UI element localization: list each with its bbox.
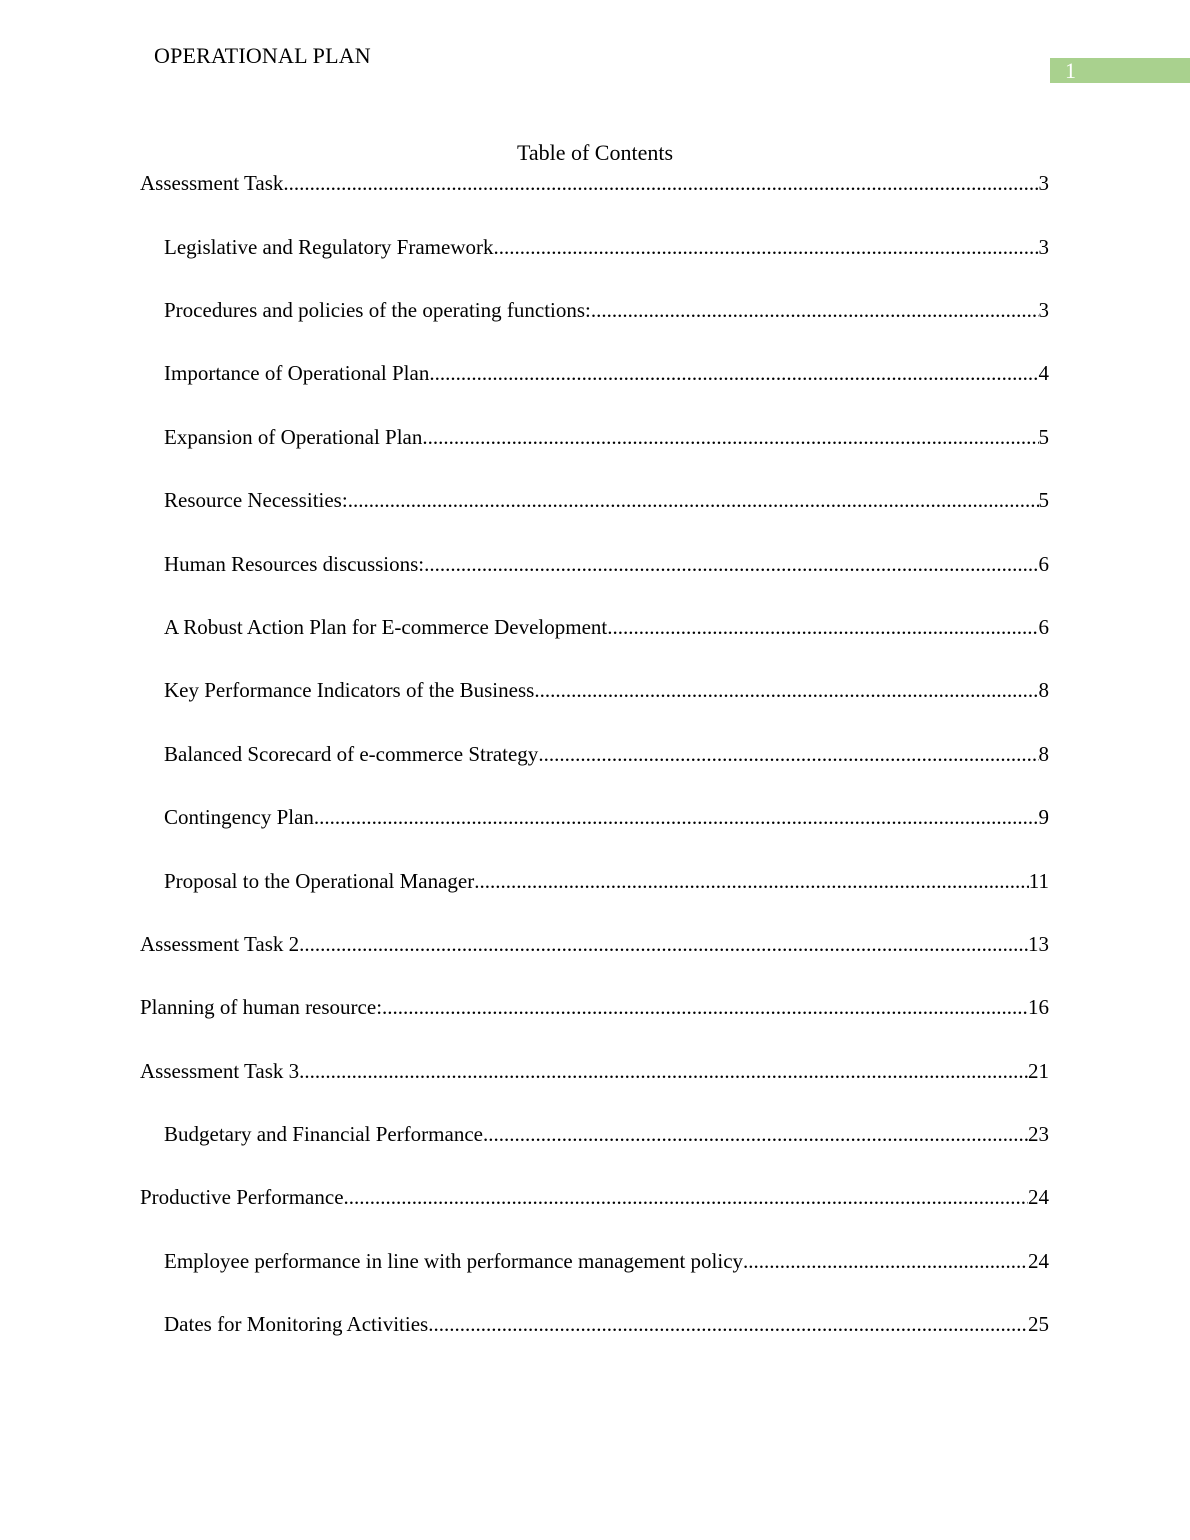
toc-entry[interactable] <box>140 931 1049 957</box>
toc-dot-leader <box>743 1248 1028 1274</box>
toc-entry-label: Balanced Scorecard of e-commerce Strategy <box>164 742 539 766</box>
toc-entry-page: 23 <box>1028 1122 1049 1146</box>
toc-entry[interactable] <box>164 551 1049 577</box>
toc-entry[interactable] <box>164 1311 1049 1337</box>
toc-entry[interactable] <box>164 360 1049 386</box>
toc-entry-label: Procedures and policies of the operating functions: <box>164 298 591 322</box>
toc-dot-leader <box>283 170 1038 196</box>
toc-entry-page: 6 <box>1038 615 1049 639</box>
toc-entry-page: 11 <box>1028 869 1049 893</box>
toc-dot-leader <box>607 614 1038 640</box>
toc-entry[interactable] <box>164 804 1049 830</box>
toc-entry-page: 24 <box>1028 1249 1049 1273</box>
toc-entry[interactable] <box>164 1248 1049 1274</box>
toc-entry[interactable] <box>164 1121 1049 1147</box>
toc-dot-leader <box>344 1184 1028 1210</box>
toc-entry-page: 24 <box>1028 1185 1049 1209</box>
toc-entry-page: 8 <box>1038 742 1049 766</box>
toc-entry-label: Contingency Plan <box>164 805 314 829</box>
toc-dot-leader <box>494 234 1039 260</box>
toc-entry[interactable] <box>164 297 1049 323</box>
toc-entry-page: 25 <box>1028 1312 1049 1336</box>
running-head: OPERATIONAL PLAN <box>154 43 371 68</box>
toc-dot-leader <box>538 741 1038 767</box>
toc-entry-label: Productive Performance <box>140 1185 344 1209</box>
toc-dot-leader <box>348 487 1039 513</box>
toc-entry[interactable] <box>164 868 1049 894</box>
toc-title: Table of Contents <box>516 140 674 165</box>
toc-entry[interactable] <box>164 614 1049 640</box>
toc-entry-page: 5 <box>1038 425 1049 449</box>
toc-dot-leader <box>424 551 1038 577</box>
toc-entry-label: Planning of human resource: <box>140 995 383 1019</box>
toc-entry[interactable] <box>140 170 1049 196</box>
toc-entry-page: 8 <box>1038 678 1049 702</box>
toc-entry-label: A Robust Action Plan for E-commerce Development <box>164 615 608 639</box>
toc-dot-leader <box>299 931 1028 957</box>
toc-dot-leader <box>422 424 1038 450</box>
toc-entry-page: 3 <box>1038 298 1049 322</box>
toc-entry-page: 9 <box>1038 805 1049 829</box>
toc-entry[interactable] <box>140 1184 1049 1210</box>
toc-entry[interactable] <box>164 741 1049 767</box>
toc-dot-leader <box>299 1058 1028 1084</box>
toc-entry[interactable] <box>140 1058 1049 1084</box>
page-number: 1 <box>1065 58 1076 83</box>
toc-entry[interactable] <box>164 424 1049 450</box>
toc-entry-label: Assessment Task 3 <box>140 1059 300 1083</box>
toc-entry-label: Expansion of Operational Plan <box>164 425 423 449</box>
toc-entry-page: 21 <box>1028 1059 1049 1083</box>
toc-entry-page: 5 <box>1038 488 1049 512</box>
toc-entry-label: Importance of Operational Plan <box>164 361 430 385</box>
toc-entry[interactable] <box>164 677 1049 703</box>
toc-dot-leader <box>534 677 1038 703</box>
toc-entry[interactable] <box>164 487 1049 513</box>
toc-entry-label: Human Resources discussions: <box>164 552 425 576</box>
toc-dot-leader <box>429 360 1038 386</box>
toc-entry-label: Key Performance Indicators of the Business <box>164 678 535 702</box>
toc-dot-leader <box>314 804 1039 830</box>
toc-dot-leader <box>483 1121 1028 1147</box>
toc-entry[interactable] <box>164 234 1049 260</box>
toc-entry-page: 16 <box>1028 995 1049 1019</box>
toc-dot-leader <box>382 994 1028 1020</box>
toc-entry-page: 4 <box>1038 361 1049 385</box>
toc-entry-label: Legislative and Regulatory Framework <box>164 235 494 259</box>
toc-entry-label: Dates for Monitoring Activities <box>164 1312 429 1336</box>
toc-dot-leader <box>428 1311 1028 1337</box>
toc-entry-label: Assessment Task <box>140 171 284 195</box>
toc-entry-label: Employee performance in line with performance management policy <box>164 1249 744 1273</box>
toc-entry-page: 3 <box>1038 235 1049 259</box>
toc-dot-leader <box>591 297 1039 323</box>
toc-entry[interactable] <box>140 994 1049 1020</box>
toc-entry-label: Assessment Task 2 <box>140 932 300 956</box>
toc-entry-label: Budgetary and Financial Performance <box>164 1122 483 1146</box>
toc-entry-page: 3 <box>1038 171 1049 195</box>
toc-entry-label: Resource Necessities: <box>164 488 348 512</box>
toc-entry-page: 13 <box>1028 932 1049 956</box>
toc-dot-leader <box>474 868 1029 894</box>
toc-entry-label: Proposal to the Operational Manager <box>164 869 475 893</box>
toc-entry-page: 6 <box>1038 552 1049 576</box>
